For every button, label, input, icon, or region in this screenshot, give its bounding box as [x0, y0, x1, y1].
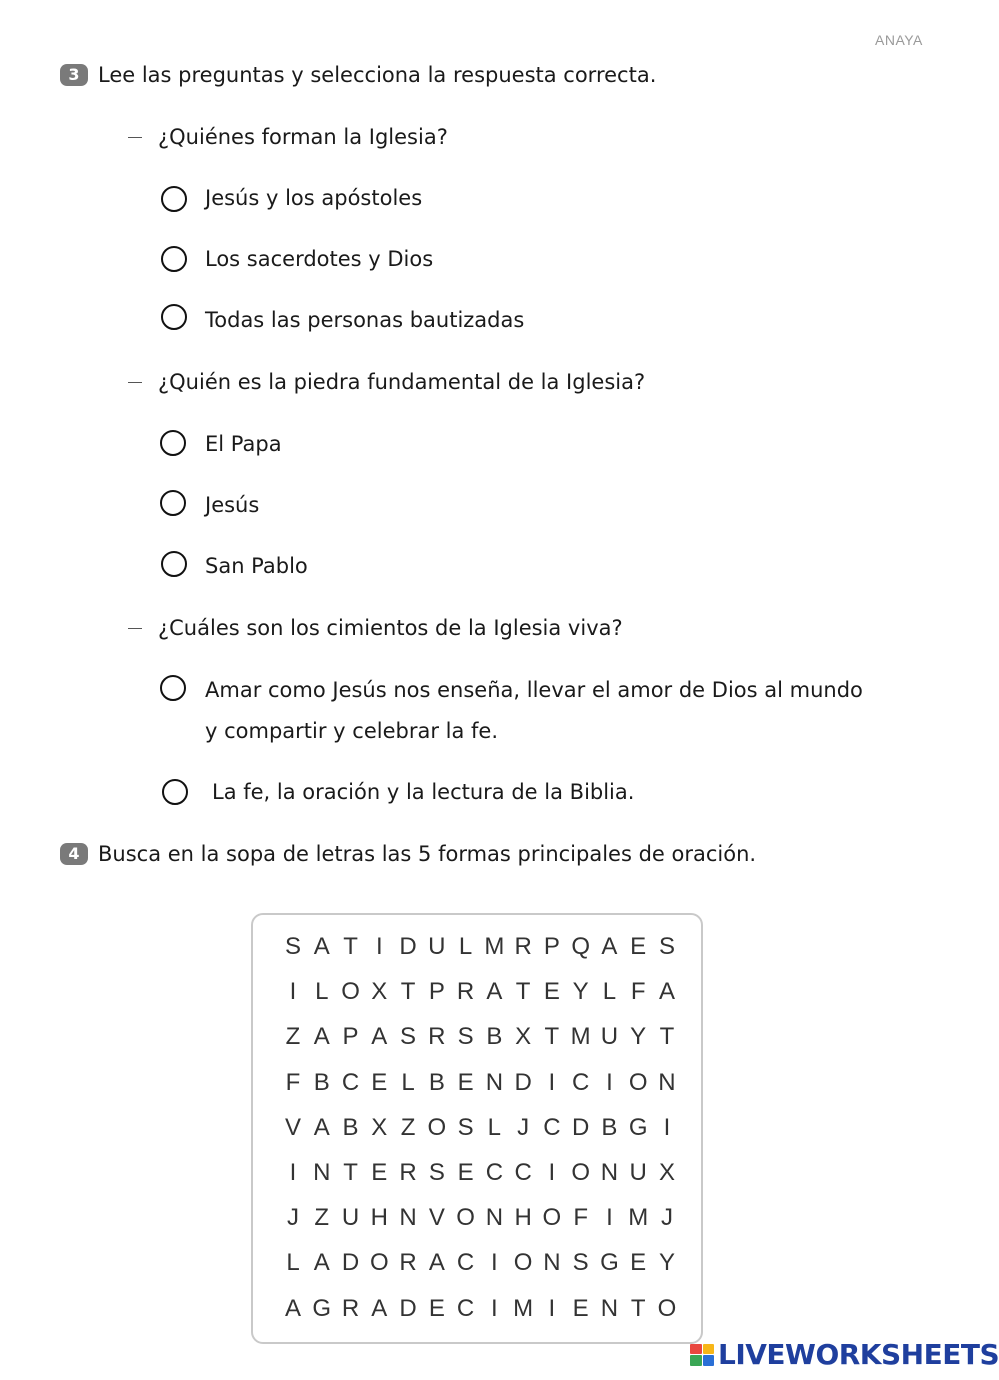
word-search-letter[interactable]: N [658, 1068, 676, 1096]
word-search-letter[interactable]: Y [658, 1249, 675, 1277]
word-search-letter[interactable]: D [514, 1068, 532, 1096]
logo-block [703, 1344, 715, 1355]
word-search-letter[interactable]: R [341, 1294, 360, 1322]
word-search-letter[interactable]: J [517, 1113, 530, 1141]
word-search-letter[interactable]: V [284, 1113, 301, 1141]
word-search-letter[interactable]: E [371, 1159, 388, 1186]
word-search-letter[interactable]: E [630, 1249, 647, 1277]
word-search-letter[interactable]: E [457, 1068, 474, 1096]
radio-button[interactable] [160, 490, 186, 516]
word-search-letter[interactable]: G [312, 1294, 332, 1322]
word-search-letter[interactable]: Z [314, 1204, 330, 1232]
word-search-letter[interactable]: C [571, 1068, 590, 1096]
word-search-letter[interactable]: D [571, 1113, 590, 1141]
word-search-letter[interactable]: I [548, 1068, 556, 1096]
word-search-letter[interactable]: I [289, 978, 297, 1006]
word-search-letter[interactable]: S [658, 933, 675, 960]
word-search-row [279, 978, 681, 1006]
radio-button[interactable] [161, 551, 187, 577]
word-search-letter[interactable]: Y [572, 978, 589, 1006]
word-search-letter[interactable]: C [485, 1159, 504, 1186]
word-search-letter[interactable]: T [343, 1159, 358, 1186]
word-search-grid[interactable] [251, 913, 703, 1344]
word-search-letter[interactable]: O [657, 1294, 677, 1322]
word-search-letter[interactable]: L [487, 1113, 502, 1141]
word-search-letter[interactable]: C [514, 1159, 532, 1186]
word-search-letter[interactable]: R [456, 978, 475, 1006]
word-search-letter[interactable]: A [428, 1249, 445, 1277]
word-search-letter[interactable]: D [341, 1249, 360, 1277]
word-search-letter[interactable]: O [628, 1068, 648, 1096]
word-search-letter[interactable]: B [428, 1068, 445, 1096]
option-label: El Papa [205, 432, 282, 456]
word-search-letter[interactable]: B [313, 1068, 330, 1096]
word-search-letter[interactable]: Z [400, 1113, 416, 1141]
word-search-letter[interactable]: O [369, 1249, 389, 1277]
word-search-letter[interactable]: E [371, 1068, 388, 1096]
word-search-letter[interactable]: N [600, 1159, 619, 1186]
word-search-row [279, 1295, 681, 1323]
word-search-letter[interactable]: S [457, 1023, 474, 1051]
word-search-letter[interactable]: T [630, 1294, 646, 1322]
word-search-letter[interactable]: I [663, 1113, 671, 1141]
word-search-letter[interactable]: F [573, 1204, 588, 1232]
word-search-row [279, 933, 681, 961]
word-search-letter[interactable]: C [456, 1249, 475, 1277]
word-search-letter[interactable]: S [400, 1023, 417, 1051]
word-search-letter[interactable]: G [628, 1113, 648, 1141]
word-search-letter[interactable]: S [457, 1113, 474, 1141]
word-search-letter[interactable]: G [600, 1249, 619, 1277]
option-label-continued: y compartir y celebrar la fe. [205, 719, 498, 743]
word-search-letter[interactable]: U [629, 1159, 647, 1186]
word-search-letter[interactable]: R [428, 1023, 446, 1051]
word-search-letter[interactable]: B [601, 1113, 618, 1141]
logo-block [703, 1355, 715, 1366]
word-search-letter[interactable]: Q [571, 933, 590, 960]
word-search-letter[interactable]: V [428, 1204, 445, 1232]
word-search-letter[interactable]: A [371, 1294, 388, 1322]
option-label: La fe, la oración y la lectura de la Biblia. [212, 780, 635, 804]
word-search-letter[interactable]: O [513, 1249, 533, 1277]
question-2 [128, 370, 645, 394]
word-search-letter[interactable]: A [371, 1023, 388, 1051]
word-search-letter[interactable]: F [285, 1068, 301, 1096]
word-search-letter[interactable]: I [375, 933, 383, 960]
word-search-row [279, 1159, 681, 1187]
exercise-instruction: Lee las preguntas y selecciona la respuesta correcta. [98, 63, 657, 87]
question-1 [128, 125, 448, 149]
word-search-letter[interactable]: X [658, 1159, 675, 1186]
word-search-letter[interactable]: N [399, 1204, 417, 1232]
word-search-letter[interactable]: T [400, 978, 416, 1006]
word-search-letter[interactable]: L [315, 978, 329, 1006]
word-search-letter[interactable]: P [543, 933, 560, 960]
word-search-letter[interactable]: C [456, 1294, 475, 1322]
word-search-letter[interactable]: U [600, 1023, 619, 1051]
word-search-letter[interactable]: D [399, 1294, 417, 1322]
word-search-letter[interactable]: M [513, 1294, 534, 1322]
logo-block [690, 1344, 702, 1355]
word-search-letter[interactable]: E [572, 1294, 589, 1322]
word-search-letter[interactable]: Y [630, 1023, 647, 1051]
word-search-letter[interactable]: A [313, 1023, 330, 1051]
word-search-letter[interactable]: I [548, 1159, 556, 1186]
word-search-letter[interactable]: E [457, 1159, 474, 1186]
dash-bullet [128, 382, 142, 383]
word-search-letter[interactable]: R [399, 1249, 417, 1277]
dash-bullet [128, 137, 142, 138]
word-search-letter[interactable]: S [572, 1249, 589, 1277]
word-search-row [279, 1069, 681, 1097]
word-search-letter[interactable]: R [399, 1159, 417, 1186]
exercise-4-header [60, 842, 756, 866]
exercise-instruction: Busca en la sopa de letras las 5 formas principales de oración. [98, 842, 757, 866]
dash-bullet [128, 628, 142, 629]
logo-text: LIVEWORKSHEETS [718, 1338, 999, 1371]
word-search-letter[interactable]: T [343, 933, 358, 960]
question-text: ¿Quién es la piedra fundamental de la Iglesia? [158, 370, 646, 394]
word-search-letter[interactable]: O [571, 1159, 590, 1186]
word-search-letter[interactable]: C [341, 1068, 360, 1096]
word-search-letter[interactable]: J [660, 1204, 673, 1232]
word-search-letter[interactable]: T [515, 978, 531, 1006]
word-search-letter[interactable]: I [491, 1249, 498, 1277]
word-search-letter[interactable]: I [606, 1068, 613, 1096]
word-search-row [279, 1249, 681, 1277]
publisher-logo: ANAYA [875, 32, 923, 48]
word-search-letter[interactable]: O [456, 1204, 475, 1232]
liveworksheets-logo [690, 1338, 999, 1371]
word-search-letter[interactable]: H [514, 1204, 532, 1232]
word-search-letter[interactable]: H [370, 1204, 388, 1232]
word-search-letter[interactable]: A [313, 933, 330, 960]
option-label: Los sacerdotes y Dios [205, 247, 434, 271]
word-search-row [279, 1204, 681, 1232]
option-label: Jesús [205, 493, 260, 517]
word-search-letter[interactable]: C [543, 1113, 561, 1141]
word-search-row [279, 1114, 681, 1142]
word-search-letter[interactable]: I [548, 1294, 556, 1322]
word-search-letter[interactable]: L [401, 1068, 415, 1096]
word-search-letter[interactable]: L [602, 978, 617, 1006]
word-search-letter[interactable]: B [342, 1113, 359, 1141]
word-search-letter[interactable]: I [289, 1159, 297, 1186]
word-search-letter[interactable]: N [543, 1249, 561, 1277]
word-search-letter[interactable]: J [287, 1204, 299, 1232]
word-search-letter[interactable]: S [428, 1159, 445, 1186]
word-search-letter[interactable]: N [600, 1294, 619, 1322]
question-text: ¿Cuáles son los cimientos de la Iglesia viva? [158, 616, 623, 640]
word-search-letter[interactable]: A [313, 1113, 330, 1141]
logo-block [690, 1355, 702, 1366]
word-search-letter[interactable]: X [371, 978, 388, 1006]
word-search-letter[interactable]: N [485, 1068, 504, 1096]
logo-blocks-icon [690, 1344, 714, 1366]
word-search-letter[interactable]: F [630, 978, 646, 1006]
radio-button[interactable] [160, 675, 186, 701]
option-label: San Pablo [205, 554, 308, 578]
word-search-letter[interactable]: I [606, 1204, 613, 1232]
question-3 [128, 616, 623, 640]
word-search-letter[interactable]: I [491, 1294, 498, 1322]
word-search-letter[interactable]: R [514, 933, 532, 960]
word-search-letter[interactable]: D [399, 933, 417, 960]
word-search-letter[interactable]: L [286, 1249, 300, 1277]
word-search-letter[interactable]: A [313, 1249, 330, 1277]
radio-button[interactable] [161, 304, 187, 330]
radio-button[interactable] [161, 246, 187, 272]
word-search-letter[interactable]: O [542, 1204, 562, 1232]
word-search-letter[interactable]: P [428, 978, 445, 1006]
word-search-letter[interactable]: U [341, 1204, 360, 1232]
word-search-row [279, 1023, 681, 1051]
option-label: Todas las personas bautizadas [205, 308, 525, 332]
radio-button[interactable] [161, 186, 187, 212]
word-search-letter[interactable]: A [658, 978, 675, 1006]
word-search-letter[interactable]: O [341, 978, 360, 1006]
word-search-letter[interactable]: N [485, 1204, 504, 1232]
word-search-letter[interactable]: A [601, 933, 618, 960]
radio-button[interactable] [160, 430, 186, 456]
word-search-letter[interactable]: E [630, 933, 647, 960]
word-search-letter[interactable]: B [486, 1023, 503, 1051]
word-search-letter[interactable]: A [486, 978, 503, 1006]
exercise-number-badge: 3 [60, 64, 88, 86]
option-label: Jesús y los apóstoles [205, 186, 423, 210]
exercise-3-header [60, 63, 656, 87]
radio-button[interactable] [162, 779, 188, 805]
word-search-letter[interactable]: E [543, 978, 560, 1006]
word-search-letter[interactable]: Z [285, 1023, 301, 1051]
word-search-letter[interactable]: A [284, 1294, 301, 1322]
word-search-letter[interactable]: U [428, 933, 446, 960]
word-search-letter[interactable]: T [544, 1023, 560, 1051]
word-search-letter[interactable]: L [458, 933, 473, 960]
word-search-letter[interactable]: P [342, 1023, 359, 1051]
word-search-letter[interactable]: X [371, 1113, 388, 1141]
word-search-letter[interactable]: M [570, 1023, 591, 1051]
question-text: ¿Quiénes forman la Iglesia? [158, 125, 448, 149]
word-search-letter[interactable]: N [313, 1159, 331, 1186]
word-search-letter[interactable]: T [659, 1023, 675, 1051]
word-search-letter[interactable]: M [484, 933, 505, 960]
word-search-letter[interactable]: S [284, 933, 301, 960]
exercise-number-badge: 4 [60, 843, 88, 865]
word-search-letter[interactable]: M [628, 1204, 649, 1232]
option-label: Amar como Jesús nos enseña, llevar el amor de Dios al mundo [205, 678, 863, 702]
word-search-letter[interactable]: O [427, 1113, 447, 1141]
word-search-letter[interactable]: E [428, 1294, 445, 1322]
word-search-letter[interactable]: X [515, 1023, 532, 1051]
